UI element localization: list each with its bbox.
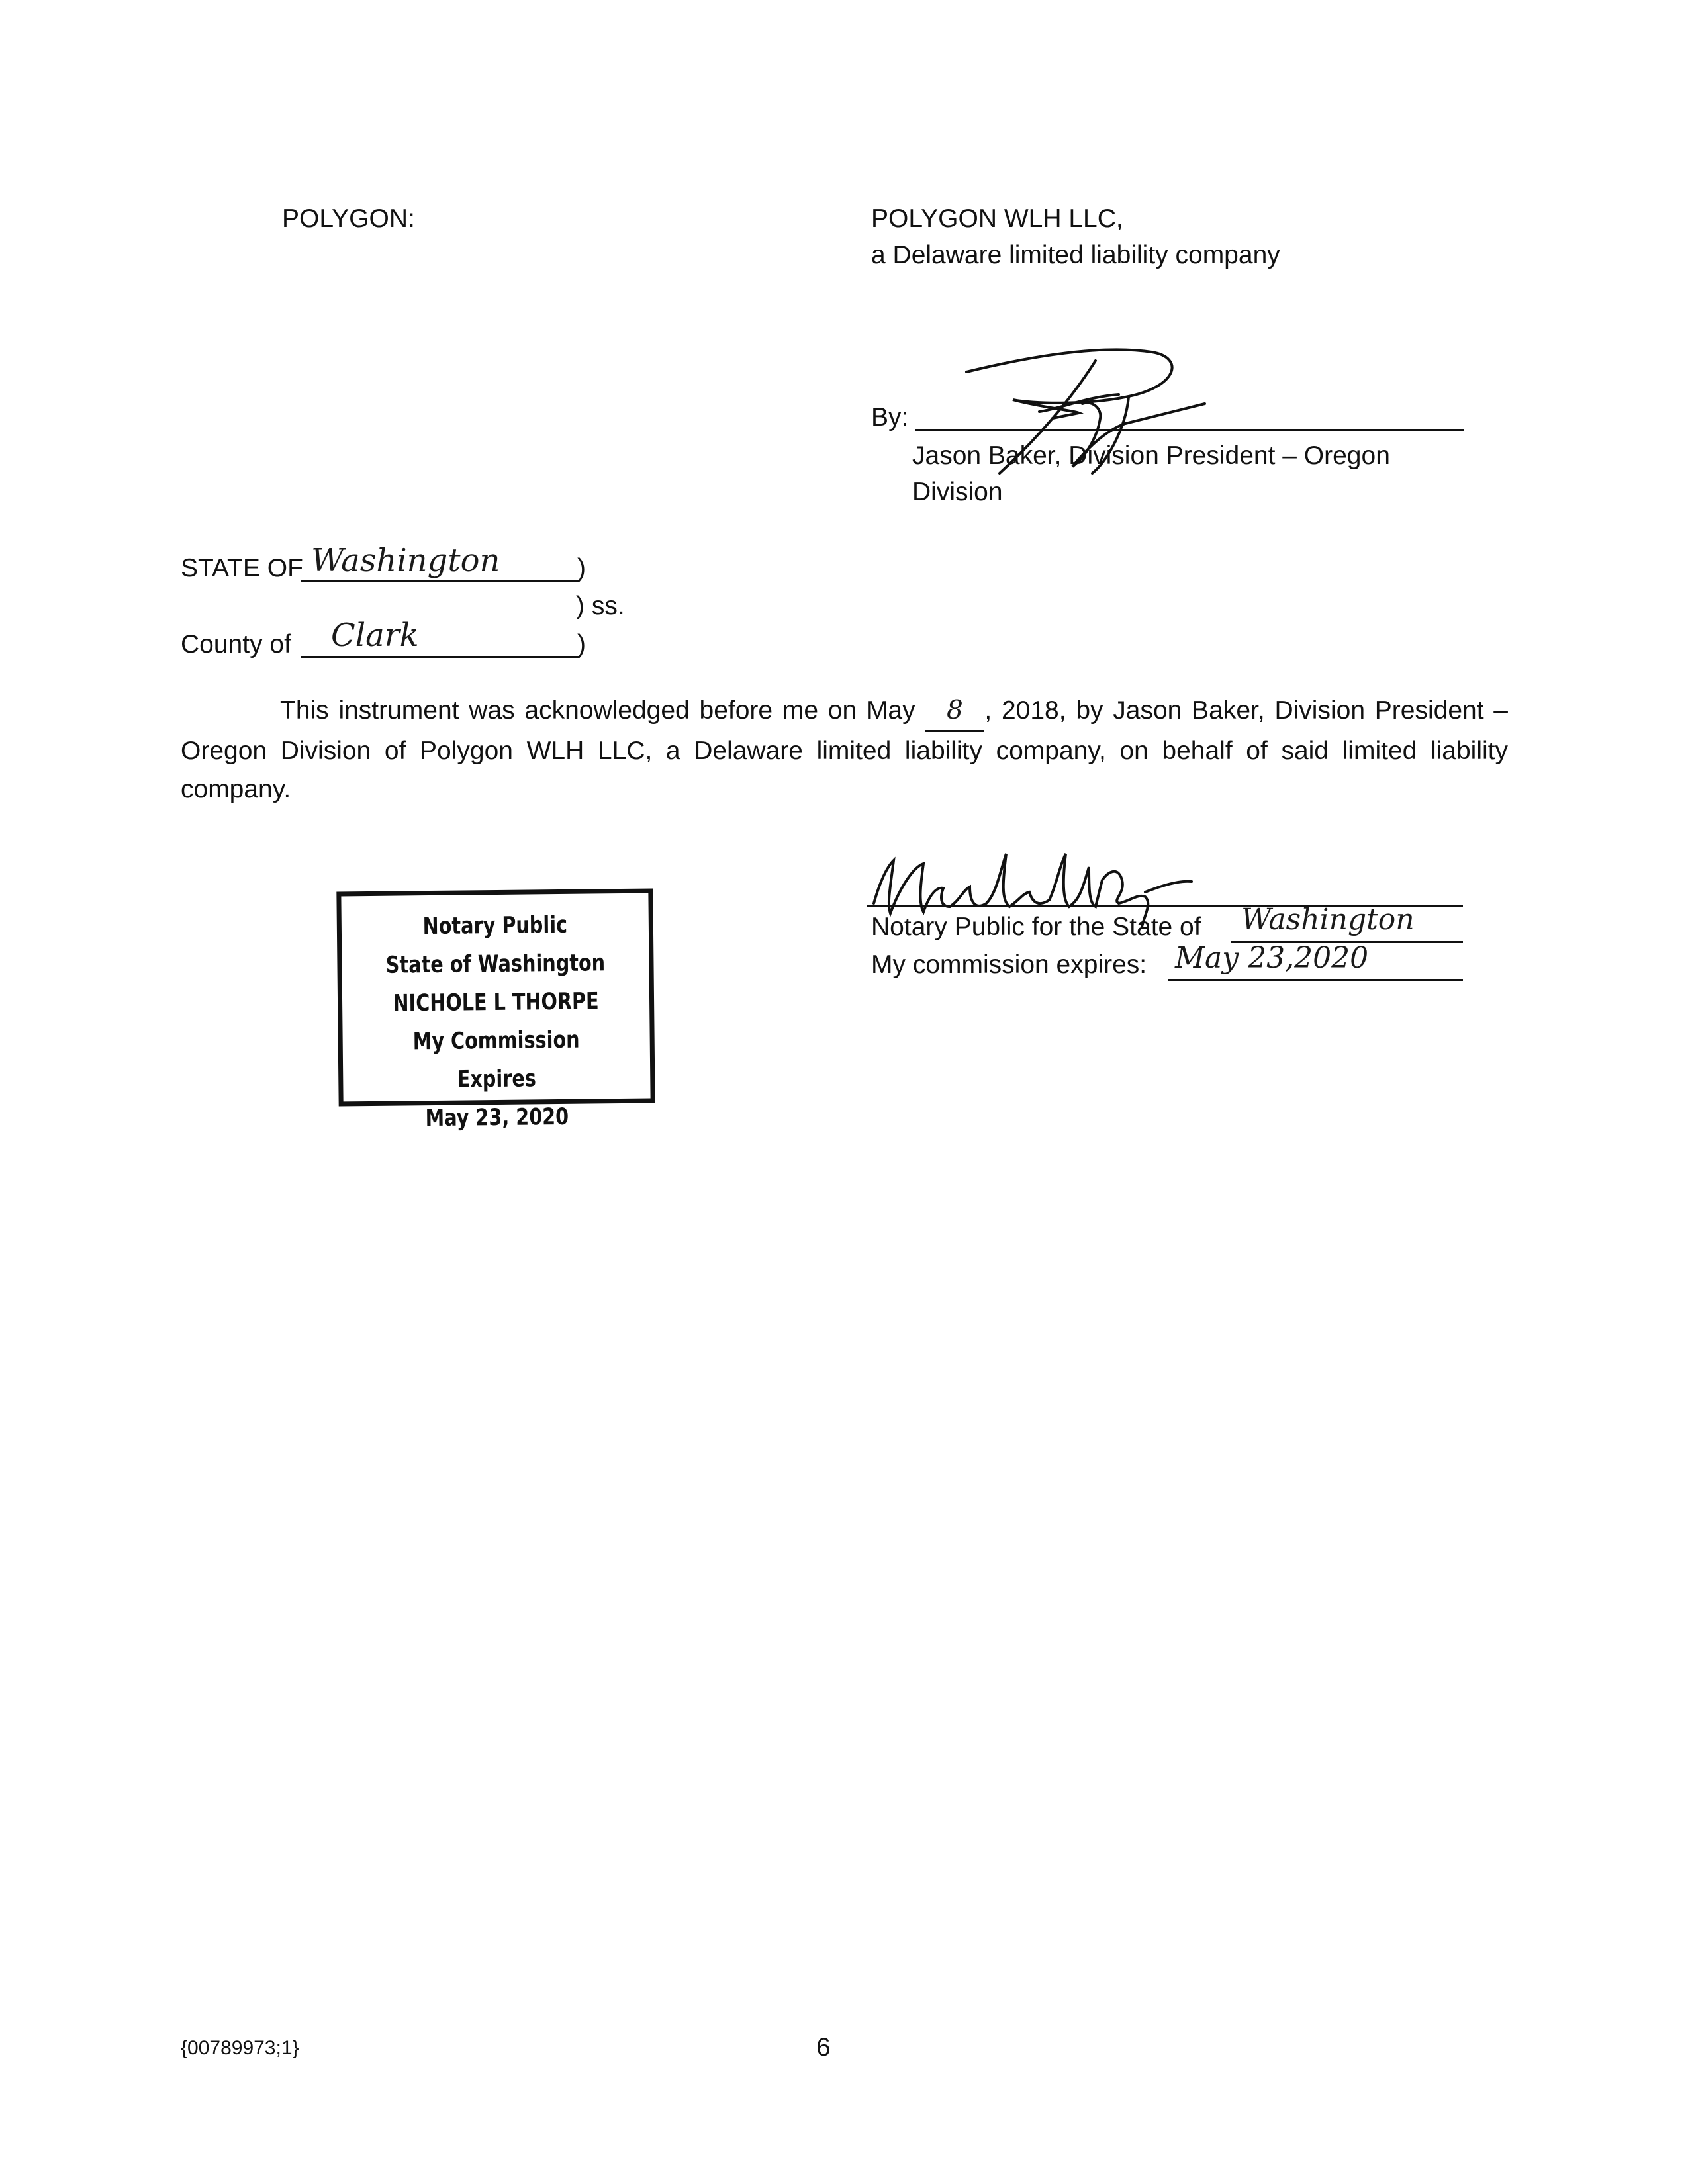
- ack-text-part1: This instrument was acknowledged before me on May: [280, 696, 915, 725]
- stamp-line-title: Notary Public: [422, 911, 568, 940]
- commission-label: My commission expires:: [871, 950, 1147, 979]
- county-line: [301, 656, 579, 658]
- county-value: Clark: [331, 617, 419, 654]
- by-label: By:: [871, 403, 909, 432]
- stamp-line-state: State of Washington: [385, 950, 606, 979]
- notary-state-value: Washington: [1241, 903, 1415, 936]
- stamp-line-expires-label: My Commission Expires: [412, 1026, 580, 1093]
- signer-name-title: Jason Baker, Division President – Oregon: [912, 441, 1390, 470]
- county-label: County of: [181, 630, 291, 659]
- party-label: POLYGON:: [282, 205, 415, 233]
- ack-day: 8: [925, 692, 984, 732]
- venue-ss: ) ss.: [576, 592, 625, 620]
- state-line: [301, 580, 579, 582]
- venue-paren-3: ): [577, 630, 586, 659]
- document-id: {00789973;1}: [181, 2037, 299, 2059]
- signer-title-continued: Division: [912, 478, 1003, 506]
- page-number: 6: [816, 2033, 831, 2062]
- state-label: STATE OF: [181, 554, 303, 582]
- company-name: POLYGON WLH LLC,: [871, 205, 1123, 233]
- company-description: a Delaware limited liability company: [871, 241, 1280, 269]
- commission-line: [1168, 979, 1463, 981]
- acknowledgment-paragraph: [181, 692, 1508, 809]
- ack-text-part2: , 2018, by Jason Baker, Division President – Oregon Division of Polygon WLH LLC, a Delaware limited liability company, on behalf of said limited liability company.: [181, 696, 1508, 803]
- notary-stamp: [336, 889, 655, 1132]
- commission-value: May 23,2020: [1175, 941, 1369, 975]
- stamp-line-expires-date: May 23, 2020: [425, 1103, 569, 1132]
- notary-state-label: Notary Public for the State of: [871, 913, 1201, 941]
- venue-paren-1: ): [577, 554, 586, 582]
- state-value: Washington: [311, 542, 500, 579]
- stamp-line-name: NICHOLE L THORPE: [393, 988, 599, 1017]
